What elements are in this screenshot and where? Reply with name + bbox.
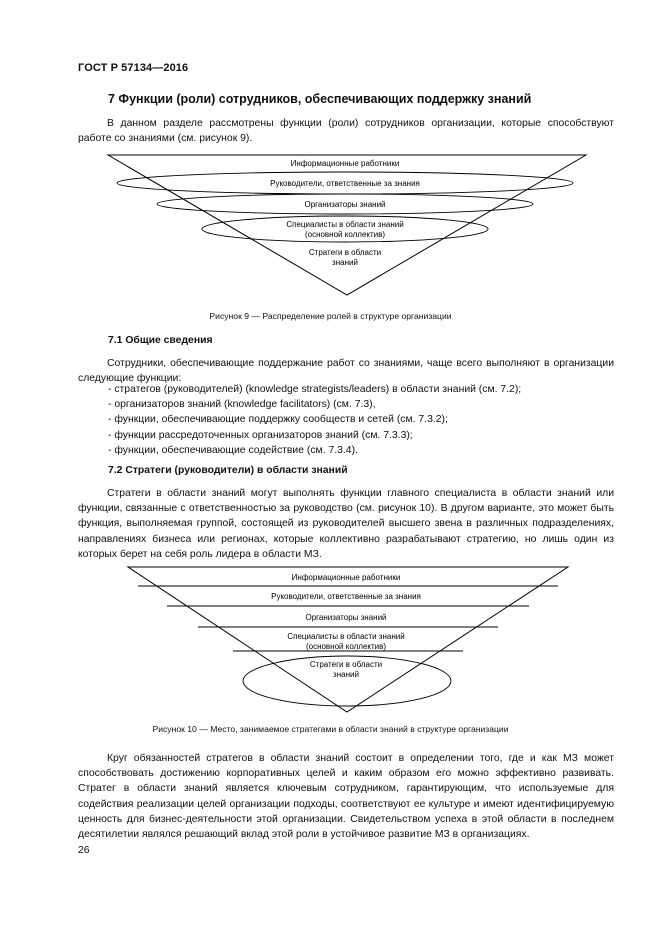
list-item: - организаторов знаний (knowledge facilitators) (см. 7.3), bbox=[108, 399, 376, 411]
section-7-title: 7 Функции (роли) сотрудников, обеспечивающих поддержку знаний bbox=[108, 92, 532, 106]
fig9-label-leaders: Руководители, ответственные за знания bbox=[270, 179, 420, 188]
section-7-2-para-text: Стратеги в области знаний могут выполнять функции главного специалиста в области знаний или функции, связанные с ответственностью за руководство (см. рисунок 10). В другом варианте, это может быть функция, выполняемая группой, состоящей из руководителей высшего звена в различных подразделениях, направлениях бизнеса или регионах, которые коллективно разрабатывают стратегию, но лишь один из которых берет на себя роль лидера в области МЗ. bbox=[78, 488, 614, 560]
list-item: - функции, обеспечивающие поддержку сообществ и сетей (см. 7.3.2); bbox=[108, 414, 448, 426]
fig10-label-core-team: (основной коллектив) bbox=[305, 642, 387, 651]
section-7-1-intro-text: Сотрудники, обеспечивающие поддержание работ со знаниями, чаще всего выполняют в организации следующие функции: bbox=[78, 358, 614, 385]
list-item: - стратегов (руководителей) (knowledge strategists/leaders) в области знаний (см. 7.2); bbox=[108, 384, 522, 395]
fig9-label-knowledge: знаний bbox=[332, 258, 358, 267]
section-7-2-title: 7.2 Стратеги (руководители) в области знаний bbox=[108, 465, 348, 476]
section-7-intro-text: В данном разделе рассмотрены функции (роли) сотрудников организации, которые способствуют работе со знаниями (см. рисунок 9). bbox=[78, 118, 614, 145]
fig10-label-info-workers: Информационные работники bbox=[291, 573, 401, 582]
fig9-label-strategists: Стратеги в области bbox=[308, 248, 382, 257]
fig10-label-specialists: Специалисты в области знаний bbox=[287, 632, 405, 641]
figure-9-caption: Рисунок 9 — Распределение ролей в структуре организации bbox=[209, 311, 452, 321]
fig9-label-specialists: Специалисты в области знаний bbox=[286, 220, 404, 229]
list-item: - функции рассредоточенных организаторов знаний (см. 7.3.3); bbox=[108, 429, 413, 441]
figure-10-caption: Рисунок 10 — Место, занимаемое стратегами в области знаний в структуре организации bbox=[152, 724, 509, 734]
fig9-label-organizers: Организаторы знаний bbox=[304, 200, 386, 209]
closing-para-text: Круг обязанностей стратегов в области знаний состоит в определении того, где и как МЗ может способствовать достижению корпоративных целей и каким образом его можно эффективно развивать. Стратег в области знаний является ключевым сотрудником, гарантирующим, что используемые для содействия реализации целей организации подходы, соответствуют ее культуре и имеют идентифицируемую ценность для бизнес-деятельности этой организации. Свидетельством успеха в этой области в последнем десятилетии являлся решающий вклад этой роли в устойчивое развитие МЗ в организациях. bbox=[78, 753, 614, 841]
fig9-label-core-team: (основной коллектив) bbox=[304, 230, 386, 239]
closing-para bbox=[78, 751, 614, 842]
fig10-label-organizers: Организаторы знаний bbox=[305, 613, 387, 622]
fig10-label-strategists: Стратеги в области bbox=[309, 660, 383, 669]
list-item: - функции, обеспечивающие содействие (см. 7.3.4). bbox=[108, 444, 358, 456]
fig9-label-info-workers: Информационные работники bbox=[290, 159, 400, 168]
fig10-label-leaders: Руководители, ответственные за знания bbox=[271, 592, 421, 601]
fig10-label-knowledge: знаний bbox=[333, 670, 359, 679]
section-7-1-title: 7.1 Общие сведения bbox=[108, 335, 213, 346]
document-header: ГОСТ Р 57134—2016 bbox=[78, 62, 189, 74]
page-number: 26 bbox=[78, 845, 90, 856]
